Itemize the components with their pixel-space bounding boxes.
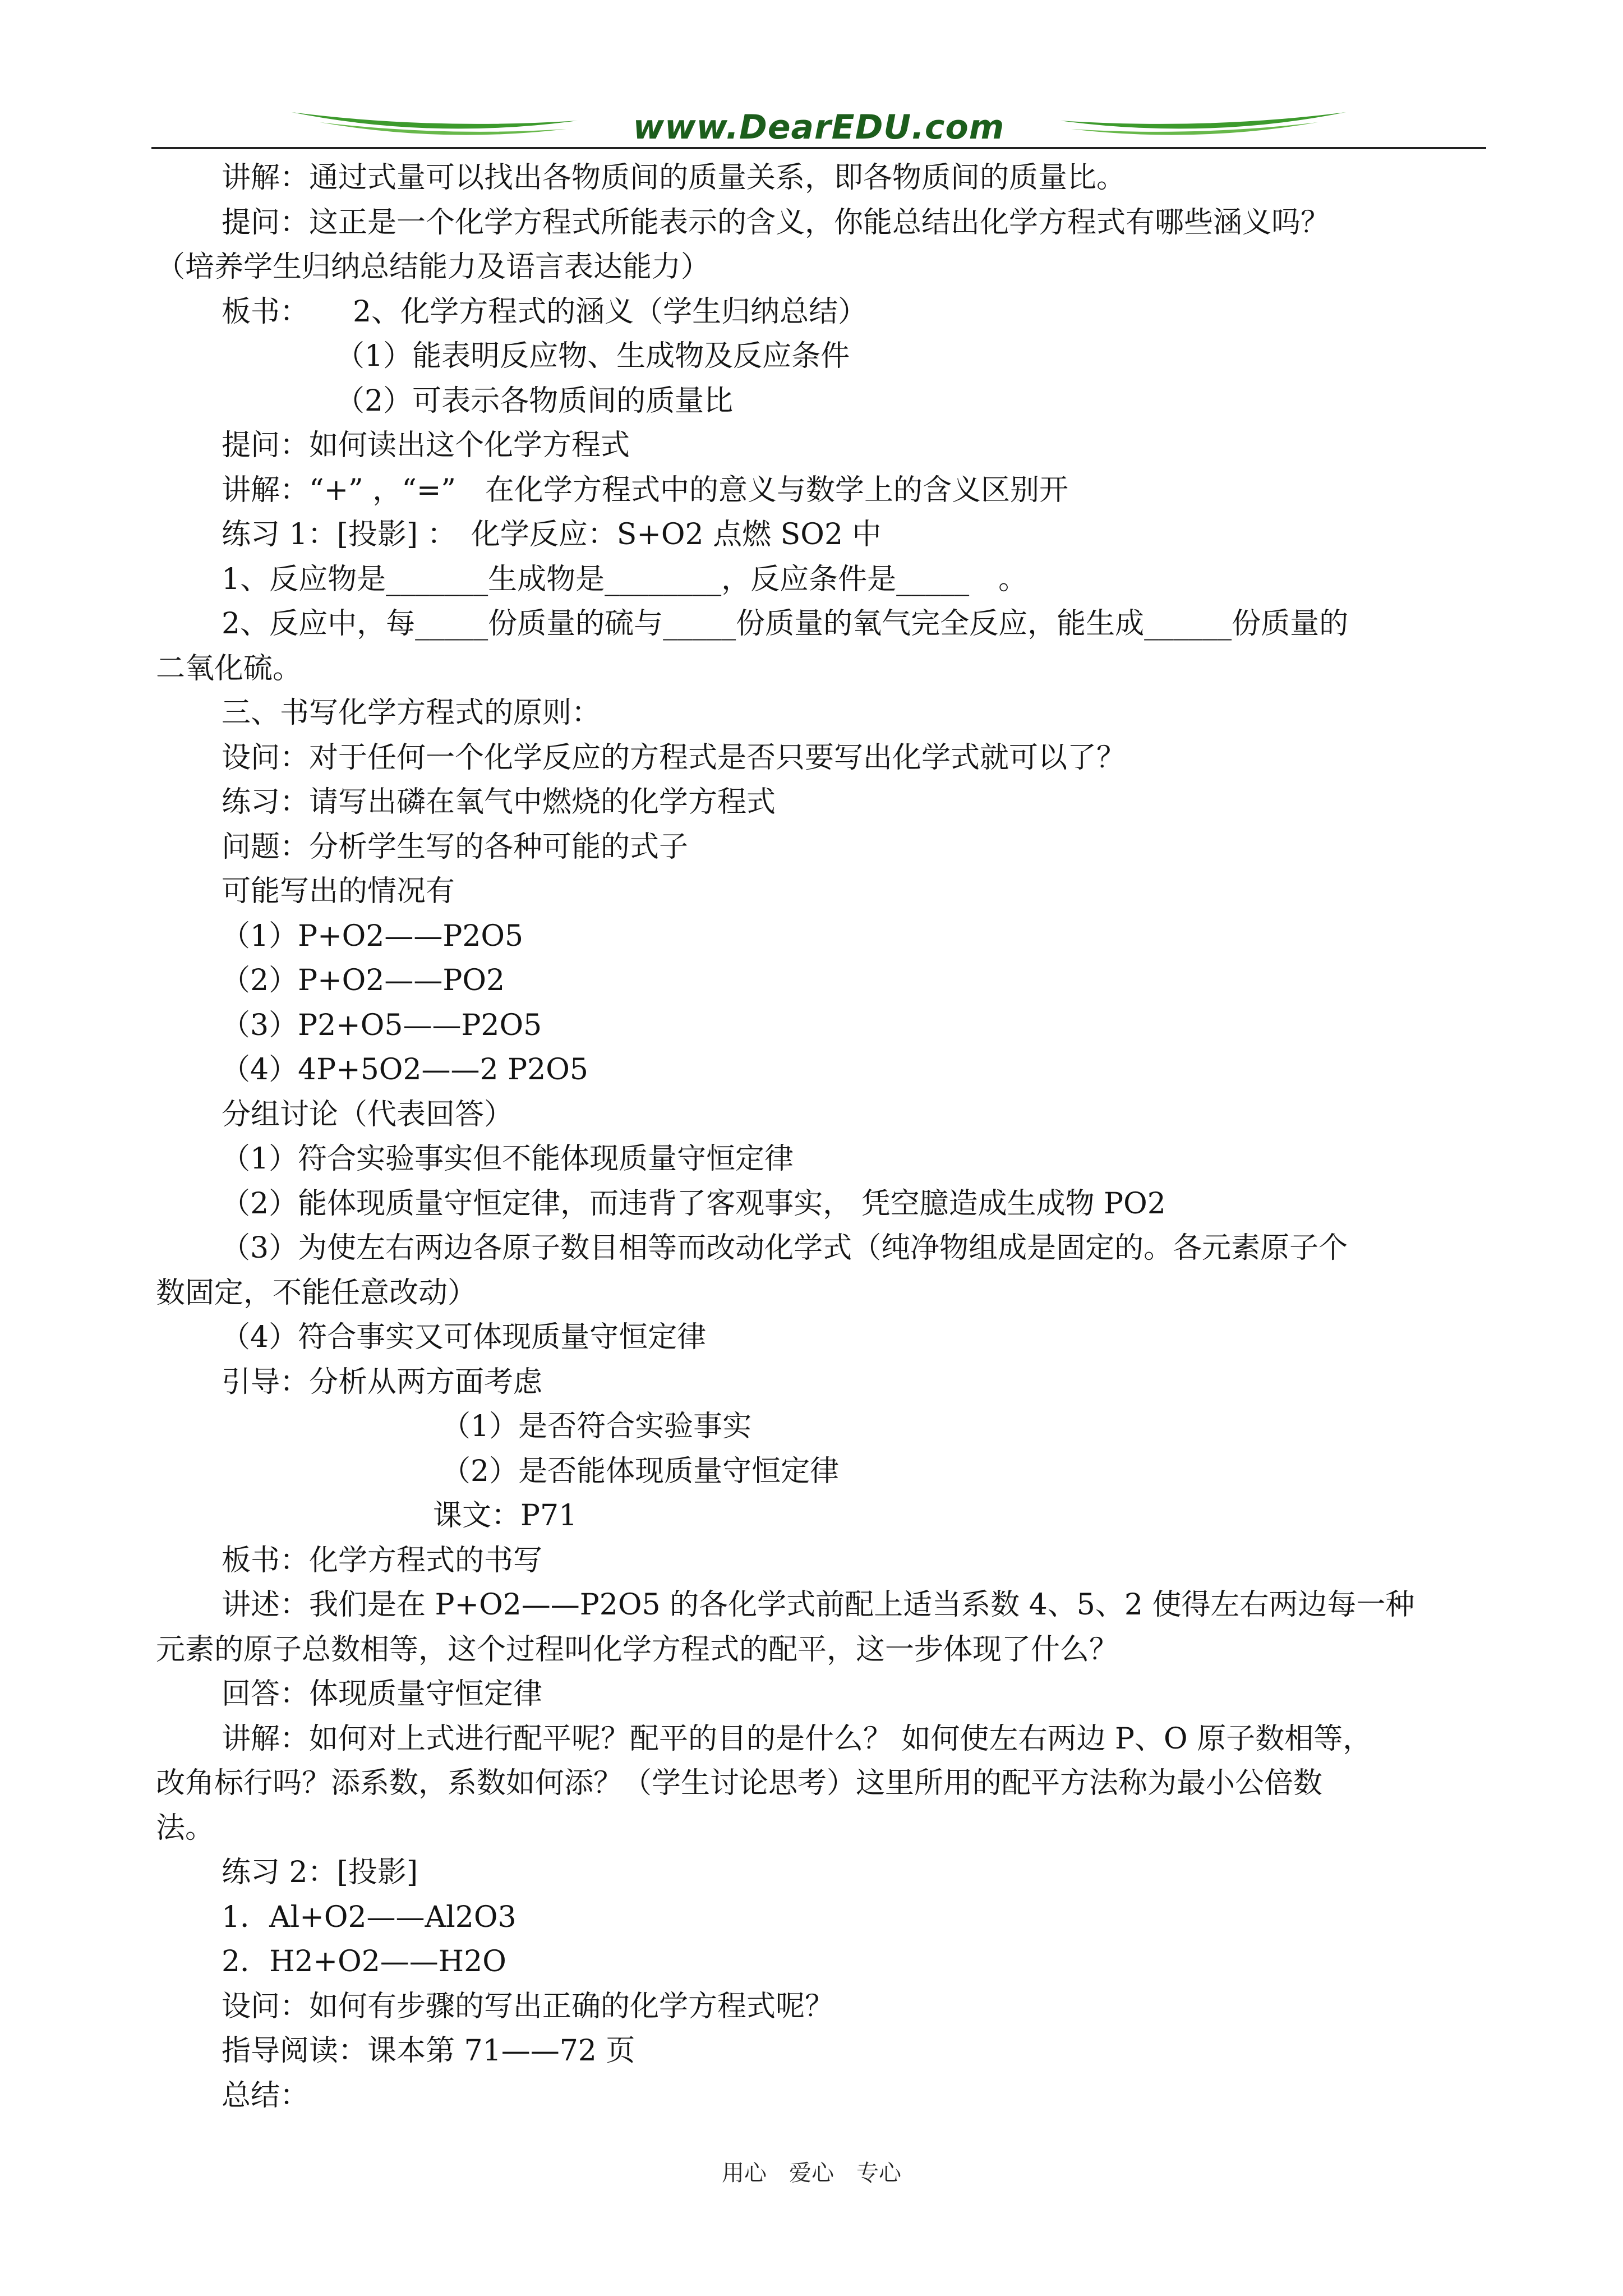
text-line: 分组讨论（代表回答） xyxy=(222,1097,514,1131)
text-line: （2）可表示各物质间的质量比 xyxy=(335,384,734,418)
text-line: （2）能体现质量守恒定律，而违背了客观事实， 凭空臆造成生成物 PO2 xyxy=(221,1186,1166,1221)
text-line: （3）P2+O5——P2O5 xyxy=(221,1008,542,1042)
text-line: 讲述：我们是在 P+O2——P2O5 的各化学式前配上适当系数 4、5、2 使得左右两边每一种 xyxy=(222,1588,1415,1622)
text-line: 讲解：“+” ，“=” 在化学方程式中的意义与数学上的含义区别开 xyxy=(222,473,1069,507)
text-line: （1）是否符合实验事实 xyxy=(441,1410,752,1443)
text-line: 课文：P71 xyxy=(433,1499,578,1533)
text-line: 可能写出的情况有 xyxy=(222,875,455,908)
text-line: 讲解：如何对上式进行配平呢？配平的目的是什么？ 如何使左右两边 P、O 原子数相等， xyxy=(222,1722,1372,1756)
header-divider xyxy=(151,147,1486,149)
text-line: 二氧化硫。 xyxy=(156,651,302,685)
text-line: 元素的原子总数相等，这个过程叫化学方程式的配平，这一步体现了什么？ xyxy=(156,1632,1119,1667)
text-line: （培养学生归纳总结能力及语言表达能力） xyxy=(156,250,711,284)
text-line: 指导阅读：课本第 71——72 页 xyxy=(222,2034,635,2068)
text-line: 练习 1：[投影] ： 化学反应：S+O2 点燃 SO2 中 xyxy=(222,518,882,551)
text-line: （1）符合实验事实但不能体现质量守恒定律 xyxy=(221,1142,794,1176)
text-line: 引导：分析从两方面考虑 xyxy=(222,1365,543,1399)
text-line: 提问：如何读出这个化学方程式 xyxy=(222,429,630,462)
page-footer: 用心 爱心 专心 xyxy=(722,2160,901,2186)
text-line: （2）P+O2——PO2 xyxy=(221,964,505,997)
text-line: 设问：对于任何一个化学反应的方程式是否只要写出化学式就可以了？ xyxy=(222,740,1126,775)
text-line: （3）为使左右两边各原子数目相等而改动化学式（纯净物组成是固定的。各元素原子个 xyxy=(221,1231,1348,1265)
text-line: （4）4P+5O2——2 P2O5 xyxy=(221,1053,588,1087)
text-line: 法。 xyxy=(156,1811,215,1845)
text-line: 回答：体现质量守恒定律 xyxy=(222,1677,543,1711)
site-logo-text: www.DearEDU.com xyxy=(633,108,1005,147)
text-line: 板书：化学方程式的书写 xyxy=(222,1543,543,1577)
text-line: （4）符合事实又可体现质量守恒定律 xyxy=(221,1320,707,1354)
text-line: （1）能表明反应物、生成物及反应条件 xyxy=(335,339,850,373)
document-body xyxy=(156,156,1486,2118)
text-line: 2．H2+O2——H2O xyxy=(222,1945,506,1978)
text-line: 2、反应中，每_____份质量的硫与_____份质量的氧气完全反应，能生成______份质量的 xyxy=(222,607,1349,641)
text-line: 1、反应物是_______生成物是________，反应条件是_____ 。 xyxy=(222,562,1028,596)
text-line: 设问：如何有步骤的写出正确的化学方程式呢？ xyxy=(222,1989,834,2023)
text-line: （2）是否能体现质量守恒定律 xyxy=(441,1454,840,1488)
text-line: 总结： xyxy=(222,2078,310,2113)
text-line: 讲解：通过式量可以找出各物质间的质量关系，即各物质间的质量比。 xyxy=(222,161,1126,195)
text-line: 板书： 2、化学方程式的涵义（学生归纳总结） xyxy=(222,295,868,329)
text-line: 练习 2：[投影] xyxy=(222,1856,418,1889)
text-line: 改角标行吗？添系数，系数如何添？（学生讨论思考）这里所用的配平方法称为最小公倍数 xyxy=(156,1766,1323,1800)
text-line: （1）P+O2——P2O5 xyxy=(221,919,524,953)
text-line: 提问：这正是一个化学方程式所能表示的含义，你能总结出化学方程式有哪些涵义吗？ xyxy=(222,205,1330,240)
text-line: 三、书写化学方程式的原则： xyxy=(222,696,601,730)
text-line: 问题：分析学生写的各种可能的式子 xyxy=(222,830,689,864)
text-line: 练习：请写出磷在氧气中燃烧的化学方程式 xyxy=(222,785,776,819)
text-line: 数固定，不能任意改动） xyxy=(156,1276,477,1310)
text-line: 1．Al+O2——Al2O3 xyxy=(222,1900,517,1934)
